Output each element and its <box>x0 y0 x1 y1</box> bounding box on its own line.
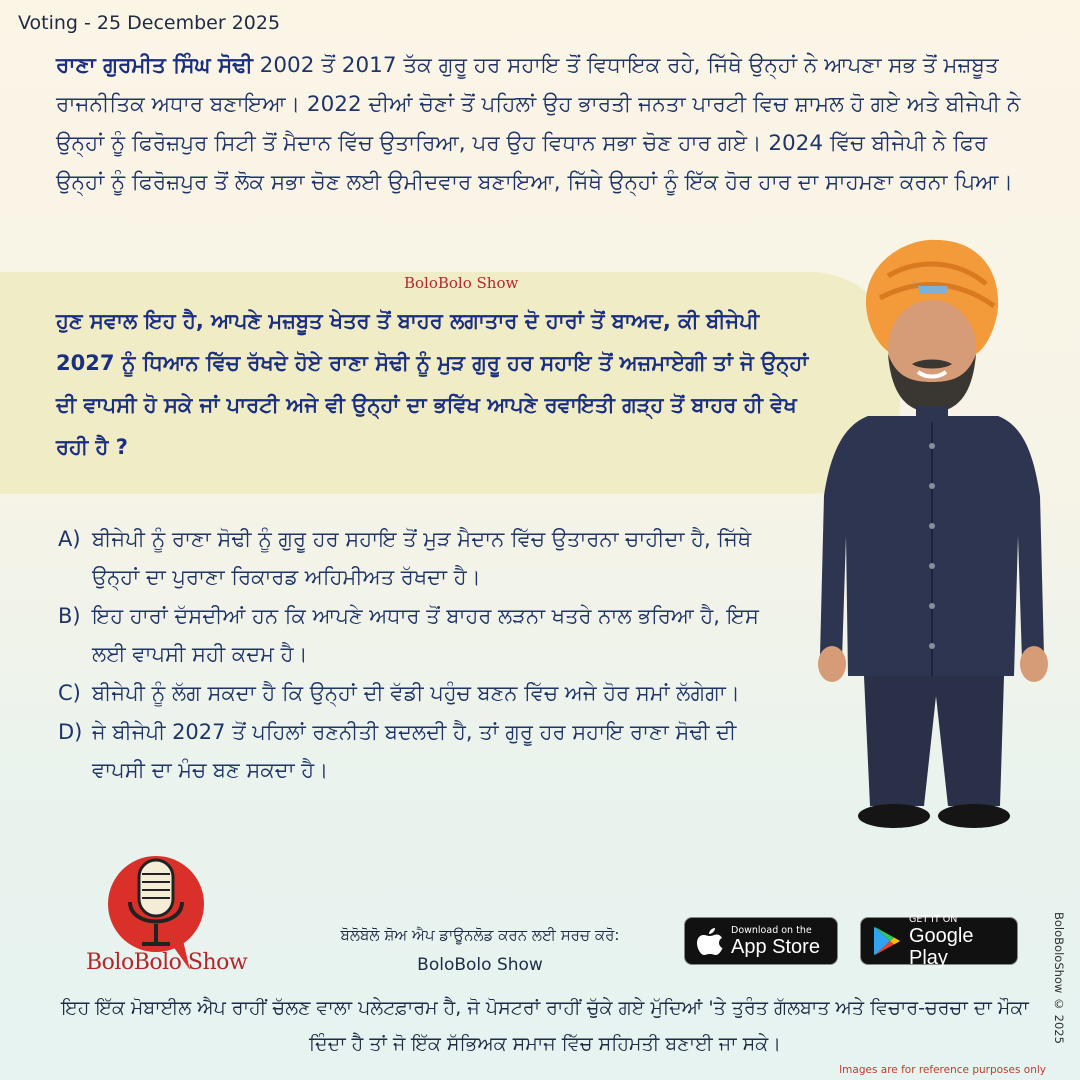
option-a[interactable] <box>58 520 788 596</box>
google-big-label: Google Play <box>909 924 974 969</box>
apple-small-label: Download on the <box>731 924 812 936</box>
question-text: ਹੁਣ ਸਵਾਲ ਇਹ ਹੈ, ਆਪਣੇ ਮਜ਼ਬੂਤ ਖੇਤਰ ਤੋਂ ਬਾਹਰ ਲਗਾਤਾਰ ਦੋ ਹਾਰਾਂ ਤੋਂ ਬਾਅਦ, ਕੀ ਬੀਜੇਪੀ 2027 ਨੂੰ ਧਿਆਨ ਵਿੱਚ ਰੱਖਦੇ ਹੋਏ ਰਾਣਾ ਸੋਢੀ ਨੂੰ ਮੁੜ ਗੁਰੂ ਹਰ ਸਹਾਇ ਤੋਂ ਅਜ਼ਮਾਏਗੀ ਤਾਂ ਜੋ ਉਨ੍ਹਾਂ ਦੀ ਵਾਪਸੀ ਹੋ ਸਕੇ ਜਾਂ ਪਾਰਟੀ ਅਜੇ ਵੀ ਉਨ੍ਹਾਂ ਦਾ ਭਵਿੱਖ ਆਪਣੇ ਰਵਾਇਤੀ ਗੜ੍ਹ ਤੋਂ ਬਾਹਰ ਹੀ ਵੇਖ ਰਹੀ ਹੈ ? <box>56 309 809 459</box>
option-key: D) <box>58 720 83 744</box>
copyright-text: BoloBoloShow © 2025 <box>1052 912 1066 1044</box>
option-key: B) <box>58 604 81 628</box>
app-store-button[interactable] <box>684 917 838 965</box>
google-play-icon <box>873 926 901 956</box>
google-small-label: GET IT ON <box>909 913 958 925</box>
option-d[interactable] <box>58 713 788 789</box>
google-play-button[interactable] <box>860 913 1018 969</box>
logo-wordmark: BoloBolo Show <box>86 950 248 975</box>
question-brand-tag: BoloBolo Show <box>404 274 519 292</box>
option-key: C) <box>58 681 81 705</box>
search-prompt: ਬੋਲੋਬੋਲੋ ਸ਼ੋਅ ਐਪ ਡਾਊਨਲੋਡ ਕਰਨ ਲਈ ਸਰਚ ਕਰੋ: <box>340 926 620 944</box>
option-c[interactable] <box>58 674 788 712</box>
option-text: ਜੇ ਬੀਜੇਪੀ 2027 ਤੋਂ ਪਹਿਲਾਂ ਰਣਨੀਤੀ ਬਦਲਦੀ ਹੈ, ਤਾਂ ਗੁਰੂ ਹਰ ਸਹਾਇ ਰਾਣਾ ਸੋਢੀ ਦੀ ਵਾਪਸੀ ਦਾ ਮੰਚ ਬਣ ਸਕਦਾ ਹੈ। <box>92 720 737 782</box>
intro-paragraph <box>56 46 1026 202</box>
image-disclaimer: Images are for reference purposes only <box>839 1064 1046 1076</box>
intro-name: ਰਾਣਾ ਗੁਰਮੀਤ ਸਿੰਘ ਸੋਢੀ <box>56 53 253 78</box>
footer-description: ਇਹ ਇੱਕ ਮੋਬਾਈਲ ਐਪ ਰਾਹੀਂ ਚੱਲਣ ਵਾਲਾ ਪਲੇਟਫ਼ਾਰਮ ਹੈ, ਜੋ ਪੋਸਟਰਾਂ ਰਾਹੀਂ ਚੁੱਕੇ ਗਏ ਮੁੱਦਿਆਂ 'ਤੇ ਤੁਰੰਤ ਗੱਲਬਾਤ ਅਤੇ ਵਿਚਾਰ-ਚਰਚਾ ਦਾ ਮੌਕਾ ਦਿੰਦਾ ਹੈ ਤਾਂ ਜੋ ਇੱਕ ਸੱਭਿਅਕ ਸਮਾਜ ਵਿੱਚ ਸਹਿਮਤੀ ਬਣਾਈ ਜਾ ਸਕੇ। <box>61 997 1029 1055</box>
option-text: ਇਹ ਹਾਰਾਂ ਦੱਸਦੀਆਂ ਹਨ ਕਿ ਆਪਣੇ ਅਧਾਰ ਤੋਂ ਬਾਹਰ ਲੜਨਾ ਖਤਰੇ ਨਾਲ ਭਰਿਆ ਹੈ, ਇਸ ਲਈ ਵਾਪਸੀ ਸਹੀ ਕਦਮ ਹੈ। <box>92 604 759 666</box>
intro-body: 2002 ਤੋਂ 2017 ਤੱਕ ਗੁਰੂ ਹਰ ਸਹਾਇ ਤੋਂ ਵਿਧਾਇਕ ਰਹੇ, ਜਿੱਥੇ ਉਨ੍ਹਾਂ ਨੇ ਆਪਣਾ ਸਭ ਤੋਂ ਮਜ਼ਬੂਤ ਰਾਜਨੀਤਿਕ ਅਧਾਰ ਬਣਾਇਆ। 2022 ਦੀਆਂ ਚੋਣਾਂ ਤੋਂ ਪਹਿਲਾਂ ਉਹ ਭਾਰਤੀ ਜਨਤਾ ਪਾਰਟੀ ਵਿਚ ਸ਼ਾਮਲ ਹੋ ਗਏ ਅਤੇ ਬੀਜੇਪੀ ਨੇ ਉਨ੍ਹਾਂ ਨੂੰ ਫਿਰੋਜ਼ਪੁਰ ਸਿਟੀ ਤੋਂ ਮੈਦਾਨ ਵਿੱਚ ਉਤਾਰਿਆ, ਪਰ ਉਹ ਵਿਧਾਨ ਸਭਾ ਚੋਣ ਹਾਰ ਗਏ। 2024 ਵਿੱਚ ਬੀਜੇਪੀ ਨੇ ਫਿਰ ਉਨ੍ਹਾਂ ਨੂੰ ਫਿਰੋਜ਼ਪੁਰ ਤੋਂ ਲੋਕ ਸਭਾ ਚੋਣ ਲਈ ਉਮੀਦਵਾਰ ਬਣਾਇਆ, ਜਿੱਥੇ ਉਨ੍ਹਾਂ ਨੂੰ ਇੱਕ ਹੋਰ ਹਾਰ ਦਾ ਸਾਹਮਣਾ ਕਰਨਾ ਪਿਆ। <box>56 53 1021 195</box>
poster-date: Voting - 25 December 2025 <box>18 12 281 34</box>
option-key: A) <box>58 527 81 551</box>
option-text: ਬੀਜੇਪੀ ਨੂੰ ਲੱਗ ਸਕਦਾ ਹੈ ਕਿ ਉਨ੍ਹਾਂ ਦੀ ਵੱਡੀ ਪਹੁੰਚ ਬਣਨ ਵਿੱਚ ਅਜੇ ਹੋਰ ਸਮਾਂ ਲੱਗੇਗਾ। <box>92 681 740 705</box>
options-list <box>58 520 788 790</box>
apple-big-label: App Store <box>731 935 820 958</box>
option-b[interactable] <box>58 597 788 673</box>
option-text: ਬੀਜੇਪੀ ਨੂੰ ਰਾਣਾ ਸੋਢੀ ਨੂੰ ਗੁਰੂ ਹਰ ਸਹਾਇ ਤੋਂ ਮੁੜ ਮੈਦਾਨ ਵਿੱਚ ਉਤਾਰਨਾ ਚਾਹੀਦਾ ਹੈ, ਜਿੱਥੇ ਉਨ੍ਹਾਂ ਦਾ ਪੁਰਾਣਾ ਰਿਕਾਰਡ ਅਹਿਮੀਅਤ ਰੱਖਦਾ ਹੈ। <box>92 527 752 589</box>
apple-icon <box>697 926 723 956</box>
politician-illustration <box>808 236 1058 836</box>
copyright-watermark <box>1052 912 1068 1062</box>
app-name: BoloBolo Show <box>417 955 543 975</box>
app-search-info <box>300 920 660 980</box>
